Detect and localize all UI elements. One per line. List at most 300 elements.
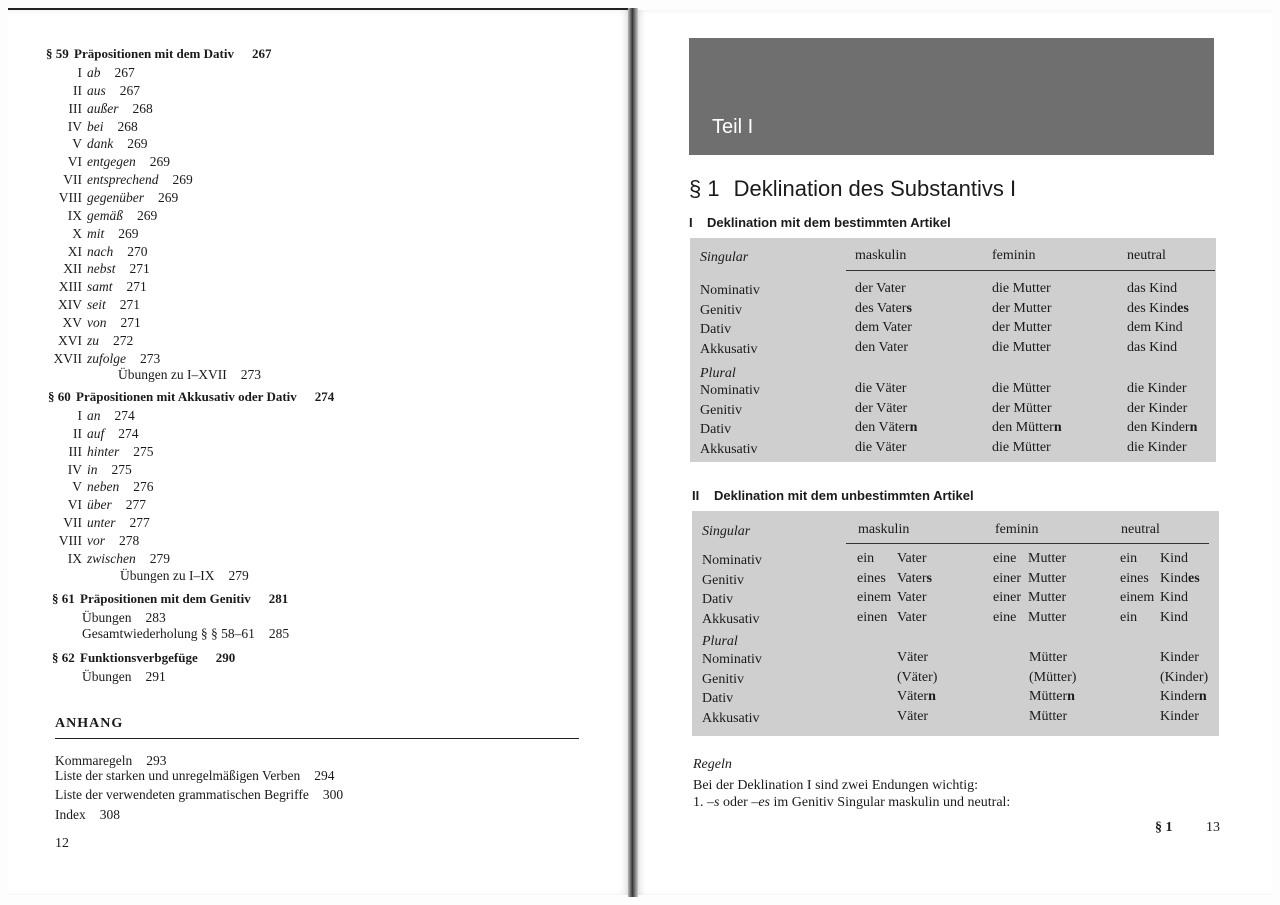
toc-section-title: Präpositionen mit Akkusativ oder Dativ <box>76 389 297 404</box>
toc-exercise-page: 279 <box>228 568 249 583</box>
toc-item-term: über <box>87 497 112 513</box>
anhang-entry-page: 300 <box>322 787 344 802</box>
table-cell-stem: Vater <box>897 570 927 586</box>
table-cell-stem: Mutter <box>1028 570 1067 586</box>
toc-section-number: § 60 <box>48 389 71 404</box>
table-cell-article: ein <box>1120 609 1138 625</box>
table-cell-stem: des Vater <box>855 300 907 316</box>
toc-item <box>42 154 170 170</box>
toc-item-roman: I <box>77 408 82 423</box>
table-cell-ending: n <box>1053 420 1062 435</box>
toc-section-page: 267 <box>251 46 272 61</box>
table-cell-stem: der Mutter <box>992 300 1052 316</box>
table-cell-stem: Mütter <box>1029 708 1068 724</box>
table-cell <box>855 301 912 317</box>
toc-item-roman: VIII <box>58 532 82 548</box>
anhang-entry-page: 293 <box>146 753 167 768</box>
toc-item-roman: II <box>73 82 82 98</box>
table-cell-stem: Väter <box>897 689 929 704</box>
table-cell-article: ein <box>1120 551 1138 566</box>
toc-item-roman: XVII <box>53 350 82 366</box>
toc-item-term: ab <box>87 65 101 80</box>
table-cell <box>1160 670 1208 686</box>
toc-item-roman: V <box>72 136 82 152</box>
table-cell <box>1029 670 1076 686</box>
toc-item-term: aus <box>87 82 106 98</box>
toc-item <box>42 408 135 424</box>
toc-item <box>42 65 135 81</box>
toc-item <box>42 190 178 206</box>
chapter-name: Deklination des Substantivs I <box>733 176 1017 201</box>
table-cell <box>1029 650 1067 666</box>
toc-item-roman: VI <box>67 154 82 170</box>
table-cell-stem: Mütter <box>1029 650 1068 665</box>
table-cell-stem: Vater <box>897 590 927 605</box>
toc-item-page: 277 <box>125 497 146 513</box>
toc-section-number: § 59 <box>46 46 69 61</box>
toc-item <box>42 244 148 260</box>
table-cell <box>992 281 1051 297</box>
toc-item-page: 267 <box>119 82 141 98</box>
section-1-name: Deklination mit dem bestimmten Artikel <box>707 215 951 230</box>
toc-item-page: 270 <box>127 243 148 259</box>
toc-item-page: 279 <box>149 550 170 566</box>
toc-item-roman: II <box>73 425 82 441</box>
table-cell-ending: n <box>1198 689 1207 704</box>
table-cell-stem: die Mütter <box>992 439 1051 455</box>
table-cell-stem: Väter <box>897 650 929 665</box>
table-cell-ending: n <box>928 689 936 704</box>
table-cell-stem: (Väter) <box>897 669 938 685</box>
table-cell <box>992 440 1051 456</box>
table-cell <box>1127 301 1189 317</box>
table-case-label: Genitiv <box>702 572 744 588</box>
table-cell <box>855 340 908 356</box>
toc-exercise-label: Übungen zu I–XVII <box>118 367 227 382</box>
toc-plain-label: Übungen <box>82 669 132 684</box>
toc-plain-label: Übungen <box>82 610 132 625</box>
table-cell <box>992 301 1051 317</box>
table-case-label: Akkusativ <box>702 710 760 726</box>
table-cell-stem: (Mütter) <box>1029 669 1077 685</box>
toc-exercise-label: Übungen zu I–IX <box>120 568 215 583</box>
table-column-header: neutral <box>1127 248 1166 263</box>
toc-item-term: auf <box>87 425 105 441</box>
table-cell <box>897 709 928 725</box>
table-cell-article: einer <box>993 570 1021 586</box>
table-cell-ending: s <box>926 570 932 586</box>
toc-item-roman: IV <box>67 118 82 134</box>
table-cell-stem: das Kind <box>1127 339 1178 355</box>
table-cell <box>855 420 917 436</box>
toc-item-term: dank <box>87 136 114 152</box>
table-cell-ending: s <box>906 300 912 316</box>
table-cell-stem: den Vater <box>855 339 908 355</box>
table-cell-stem: die Kinder <box>1127 439 1187 455</box>
toc-item <box>42 83 140 99</box>
table-cell <box>1029 709 1067 725</box>
anhang-entry-label: Liste der verwendeten grammatischen Begriffe <box>55 787 309 802</box>
toc-item-page: 269 <box>137 207 158 223</box>
toc-item <box>42 533 139 549</box>
toc-plain-page: 283 <box>145 610 166 625</box>
table-cell <box>855 281 906 297</box>
table-cell-stem: der Mütter <box>992 400 1052 416</box>
toc-item-page: 267 <box>114 65 135 80</box>
toc-item <box>42 226 139 242</box>
section-1-number: I <box>689 215 693 230</box>
toc-item-page: 269 <box>172 172 193 188</box>
table-case-label: Akkusativ <box>702 611 760 627</box>
rules-ending-s: –s <box>707 795 720 810</box>
table-cell-stem: Kinder <box>1160 650 1199 665</box>
toc-item <box>42 515 150 531</box>
toc-item-term: samt <box>87 279 113 295</box>
toc-item-roman: VII <box>63 515 82 531</box>
table-cell <box>857 610 927 626</box>
table-cell-ending: n <box>1189 420 1198 435</box>
table-column-header: maskulin <box>858 522 910 537</box>
toc-section-number: § 61 <box>52 591 75 606</box>
toc-item <box>42 351 160 367</box>
table-cell <box>1127 440 1186 456</box>
table-cell-stem: Väter <box>897 708 929 724</box>
table-cell-article: eines <box>1120 570 1149 586</box>
table-cell-stem: Mutter <box>1028 609 1067 625</box>
chapter-number: § 1 <box>689 176 720 201</box>
table-cell <box>897 650 928 666</box>
table-cell <box>1120 610 1188 626</box>
toc-exercise <box>120 568 249 584</box>
rules-line-1: Bei der Deklination I sind zwei Endungen wichtig: <box>693 778 978 793</box>
toc-item <box>42 101 153 117</box>
toc-item-roman: XIV <box>58 297 82 313</box>
table-case-label: Dativ <box>702 592 734 607</box>
toc-item-roman: IV <box>67 461 82 477</box>
toc-item-term: unter <box>87 515 116 531</box>
toc-section-title: Präpositionen mit dem Genitiv <box>80 591 251 606</box>
toc-item <box>42 261 150 277</box>
table-cell <box>993 551 1066 567</box>
table-cell <box>1120 551 1188 567</box>
toc-item-roman: VIII <box>58 189 82 205</box>
table-case-label: Nominativ <box>700 283 760 298</box>
rules-line-2-suffix: im Genitiv Singular maskulin und neutral: <box>770 795 1011 810</box>
toc-item-roman: III <box>68 443 82 459</box>
toc-section-heading <box>48 389 334 405</box>
table-cell-stem: Kind <box>1160 590 1188 605</box>
table-column-header: feminin <box>992 248 1036 263</box>
table-cell <box>1160 709 1199 725</box>
table-cell-article: einer <box>993 590 1021 605</box>
toc-section-heading <box>46 46 271 62</box>
toc-item <box>42 444 154 460</box>
book-gutter <box>628 8 638 897</box>
table-cell-stem: der Vater <box>855 281 906 296</box>
toc-item-roman: III <box>68 100 82 116</box>
toc-item-term: seit <box>87 297 106 313</box>
toc-item <box>42 479 153 495</box>
table-cell-stem: dem Vater <box>855 320 912 335</box>
table-cell <box>857 571 932 587</box>
anhang-entry-page: 294 <box>314 768 335 783</box>
table-cell-article: ein <box>857 551 875 566</box>
toc-item-roman: I <box>77 65 82 80</box>
rules-ending-es: –es <box>751 795 771 810</box>
table-cell-stem: der Kinder <box>1127 400 1188 416</box>
toc-item-roman: X <box>72 225 82 241</box>
toc-plain-page: 291 <box>145 669 166 684</box>
toc-exercise <box>118 367 261 383</box>
toc-item <box>42 208 157 224</box>
toc-item-term: zufolge <box>87 350 126 366</box>
table-cell-stem: den Väter <box>855 420 910 435</box>
toc-item-roman: XI <box>67 243 82 259</box>
section-2-number: II <box>692 488 700 503</box>
toc-item-term: entsprechend <box>87 172 159 188</box>
table-cell-stem: Kind <box>1160 570 1188 586</box>
table-cell-article: eine <box>993 609 1017 625</box>
table-column-header: neutral <box>1121 522 1160 537</box>
table-cell <box>857 590 927 606</box>
part-banner <box>689 38 1214 155</box>
table-case-label: Dativ <box>700 422 732 437</box>
table-case-label: Dativ <box>700 322 732 337</box>
table-cell-stem: dem Kind <box>1127 320 1183 335</box>
table-cell <box>1120 590 1188 606</box>
table-plural-label: Plural <box>702 634 738 649</box>
toc-item-page: 269 <box>127 136 148 152</box>
table-cell-stem: Vater <box>897 609 927 625</box>
toc-item <box>42 136 148 152</box>
left-page-number: 12 <box>55 836 69 851</box>
toc-item-term: mit <box>87 225 105 241</box>
table-cell-ending: es <box>1188 570 1200 586</box>
toc-item-term: bei <box>87 118 104 134</box>
table-case-label: Nominativ <box>702 553 762 568</box>
toc-section-page: 290 <box>215 650 236 665</box>
toc-item-page: 271 <box>119 297 140 313</box>
table-cell <box>992 320 1051 336</box>
section-1-title <box>689 215 951 230</box>
table-case-label: Genitiv <box>702 671 744 687</box>
toc-item-page: 274 <box>114 408 135 423</box>
toc-section-page: 274 <box>314 389 335 404</box>
toc-item <box>42 462 132 478</box>
rules-line-2 <box>693 795 1010 811</box>
table-cell <box>993 610 1066 626</box>
table-column-header: feminin <box>995 522 1039 537</box>
table-cell-stem: Mutter <box>1028 590 1067 605</box>
table-cell-stem: der Väter <box>855 400 908 416</box>
toc-item <box>42 315 141 331</box>
table-cell <box>1160 650 1199 666</box>
table-cell-ending: es <box>1177 300 1189 316</box>
table-case-label: Nominativ <box>700 383 760 398</box>
toc-item-term: nach <box>87 243 114 259</box>
rules-heading: Regeln <box>693 757 732 772</box>
anhang-entry <box>55 787 343 803</box>
footer-section: § 1 <box>1155 820 1173 835</box>
table-cell-stem: der Mutter <box>992 320 1052 335</box>
table-case-label: Genitiv <box>700 402 742 418</box>
table-cell-article: einen <box>857 609 888 625</box>
toc-section-heading <box>52 650 235 666</box>
table-cell <box>992 381 1051 397</box>
toc-item-term: neben <box>87 479 120 495</box>
table-cell <box>1029 689 1075 705</box>
toc-item <box>42 497 146 513</box>
toc-item-page: 274 <box>118 425 139 441</box>
table-header-rule <box>846 270 1215 271</box>
toc-item <box>42 119 138 135</box>
toc-item-roman: VI <box>67 497 82 513</box>
anhang-entry-label: Index <box>55 807 86 822</box>
table-cell <box>1127 320 1183 336</box>
table-cell-stem: den Mütter <box>992 420 1054 435</box>
table-cell-stem: die Kinder <box>1127 381 1187 396</box>
table-cell-stem: Vater <box>897 551 927 566</box>
table-cell <box>1127 401 1187 417</box>
table-cell-stem: die Mütter <box>992 381 1051 396</box>
chapter-title <box>689 176 1016 202</box>
table-cell-stem: die Väter <box>855 439 907 455</box>
table-cell <box>993 571 1066 587</box>
part-label: Teil I <box>712 116 754 138</box>
section-2-name: Deklination mit dem unbestimmten Artikel <box>714 488 974 503</box>
toc-item-page: 269 <box>157 189 179 205</box>
table-cell <box>1160 689 1207 705</box>
toc-item-roman: XVI <box>58 332 82 348</box>
toc-item-term: gegenüber <box>87 189 144 205</box>
table-cell-stem: die Väter <box>855 381 907 396</box>
toc-section-title: Funktionsverbgefüge <box>80 650 198 665</box>
table-case-label: Akkusativ <box>700 441 758 457</box>
table-cell-ending: n <box>1067 689 1075 704</box>
toc-item-page: 268 <box>117 118 138 134</box>
table-cell <box>855 381 906 397</box>
toc-plain-entry <box>82 626 289 642</box>
table-cell-article: eine <box>993 551 1017 566</box>
toc-item-page: 269 <box>118 225 139 241</box>
table-cell <box>897 670 937 686</box>
toc-item-term: zu <box>87 332 100 348</box>
toc-section-number: § 62 <box>52 650 75 665</box>
rules-line-2-prefix: 1. <box>693 795 707 810</box>
section-2-title <box>692 488 974 503</box>
table-cell <box>855 440 906 456</box>
table-cell-stem: Kind <box>1160 609 1188 625</box>
toc-item-term: gemäß <box>87 207 123 223</box>
toc-item-term: an <box>87 408 101 423</box>
anhang-entry <box>55 768 335 784</box>
table-cell-stem: die Mutter <box>992 339 1051 355</box>
anhang-entry-label: Liste der starken und unregelmäßigen Verben <box>55 768 301 783</box>
toc-item-page: 269 <box>149 154 170 170</box>
toc-item-term: in <box>87 461 98 477</box>
table-cell-stem: den Kinder <box>1127 420 1190 435</box>
table-header-rule <box>846 543 1209 544</box>
table-cell-stem: Kind <box>1160 551 1188 566</box>
table-case-label: Nominativ <box>702 652 762 667</box>
toc-item-page: 277 <box>129 515 150 531</box>
toc-item-term: entgegen <box>87 154 136 170</box>
toc-item-page: 272 <box>113 332 134 348</box>
toc-item <box>42 297 140 313</box>
toc-item-roman: XIII <box>58 279 82 295</box>
toc-item-page: 275 <box>111 461 132 477</box>
table-cell <box>1127 381 1186 397</box>
toc-section-page: 281 <box>268 591 289 606</box>
anhang-entry-page: 308 <box>99 807 120 822</box>
toc-item-page: 268 <box>132 100 153 116</box>
toc-item-page: 276 <box>133 479 154 495</box>
table-case-label: Akkusativ <box>700 341 758 357</box>
toc-item-term: von <box>87 314 107 330</box>
toc-plain-label: Gesamtwiederholung § § 58–61 <box>82 626 255 641</box>
table-cell-article: einem <box>857 590 892 605</box>
toc-item-roman: IX <box>67 207 82 223</box>
table-cell <box>857 551 927 567</box>
toc-item-term: außer <box>87 100 119 116</box>
anhang-entry-label: Kommaregeln <box>55 753 133 768</box>
anhang-rule <box>55 738 579 739</box>
toc-item-page: 273 <box>140 350 161 366</box>
table-cell <box>1127 340 1177 356</box>
table-case-label: Genitiv <box>700 302 742 318</box>
toc-exercise-page: 273 <box>240 367 261 382</box>
table-cell-stem: Kinder <box>1160 708 1199 724</box>
toc-item <box>42 426 139 442</box>
toc-item-term: nebst <box>87 261 116 277</box>
toc-section-heading <box>52 591 288 607</box>
table-cell <box>1120 571 1200 587</box>
table-cell-stem: des Kind <box>1127 300 1178 316</box>
table-cell-stem: die Mutter <box>992 281 1051 296</box>
toc-item-page: 271 <box>129 261 150 277</box>
table-cell-ending: n <box>909 420 918 435</box>
table-cell <box>1127 420 1197 436</box>
toc-item-term: vor <box>87 532 105 548</box>
toc-item-page: 271 <box>120 314 141 330</box>
table-cell <box>855 320 912 336</box>
table-cell-stem: (Kinder) <box>1160 669 1209 685</box>
toc-section-title: Präpositionen mit dem Dativ <box>74 46 234 61</box>
table-case-label: Dativ <box>702 691 734 706</box>
table-cell <box>993 590 1066 606</box>
table-cell <box>992 420 1062 436</box>
right-page-number: 13 <box>1206 820 1220 835</box>
table-cell <box>897 689 936 705</box>
toc-item-term: zwischen <box>87 550 136 566</box>
anhang-heading: ANHANG <box>55 716 124 731</box>
table-cell <box>855 401 907 417</box>
table-cell <box>1127 281 1177 297</box>
toc-item-roman: XII <box>63 261 82 277</box>
table-cell-article: einem <box>1120 590 1155 605</box>
table-cell-stem: Kinder <box>1160 689 1199 704</box>
toc-item-page: 271 <box>126 279 147 295</box>
toc-item <box>42 172 193 188</box>
table-cell <box>992 401 1051 417</box>
table-column-header: maskulin <box>855 248 907 263</box>
toc-item-term: hinter <box>87 443 120 459</box>
table-cell <box>992 340 1051 356</box>
table-cell-stem: Mütter <box>1029 689 1068 704</box>
anhang-entry <box>55 753 166 769</box>
toc-item-roman: VII <box>63 172 82 188</box>
table-cell-stem: das Kind <box>1127 281 1178 296</box>
